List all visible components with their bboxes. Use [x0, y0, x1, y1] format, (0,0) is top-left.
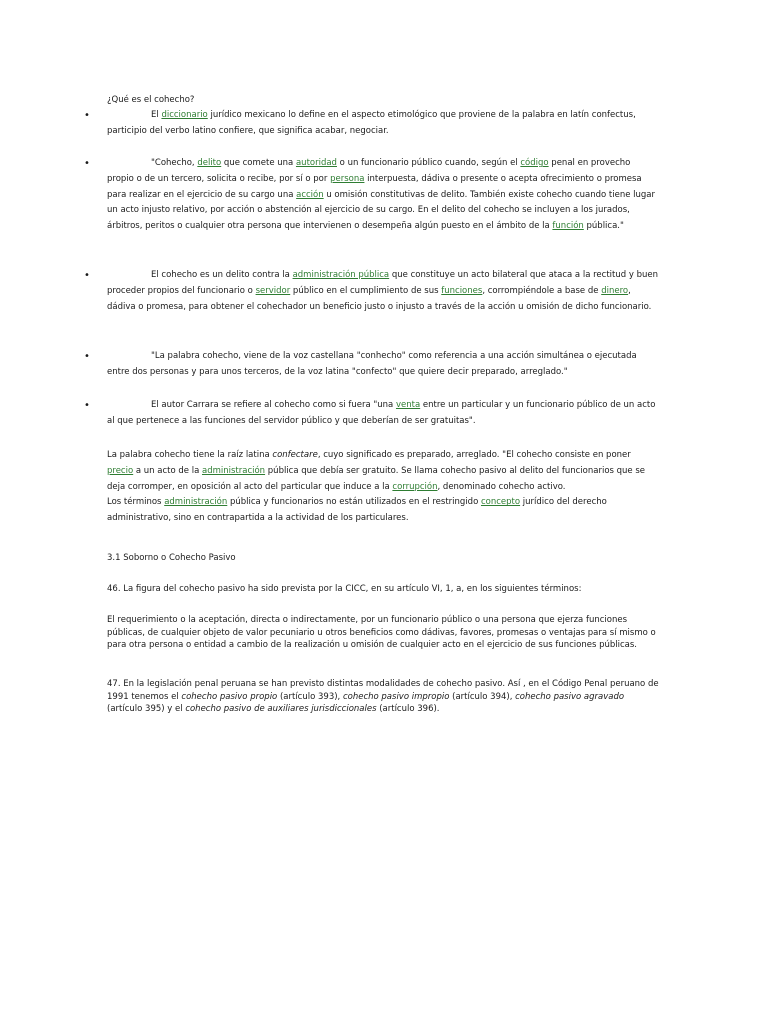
italic-term: cohecho pasivo de auxiliares jurisdiccionales — [185, 704, 377, 714]
italic-term: confectare — [272, 450, 318, 460]
bullet-item-4 — [107, 349, 659, 381]
bullet-item-1 — [107, 108, 659, 140]
text-run: pública y funcionarios no están utilizados en el restringido — [227, 497, 481, 508]
text-run: 47. En la legislación penal peruana se han previsto distintas modalidades de cohecho pasivo. Así , en el Código Penal peruano de 1991 tenemos el — [107, 679, 659, 702]
text-run: (artículo 394), — [449, 691, 516, 702]
text-run: pública que debía ser gratuito. Se llama cohecho pasivo al delito del funcionarios que se deja corromper, en oposición al acto del particular que induce a la — [107, 465, 646, 492]
link-autoridad[interactable]: autoridad — [295, 158, 337, 168]
text-run: pública." — [583, 221, 624, 232]
bullet-marker: • — [84, 351, 90, 362]
text-run: a un acto de la — [133, 465, 202, 476]
link-venta[interactable]: venta — [395, 400, 421, 410]
link-funciones[interactable]: funciones — [441, 285, 483, 296]
text-run: Los términos — [107, 497, 165, 508]
paragraph-47 — [107, 678, 659, 716]
text-run: El — [151, 110, 162, 120]
text-run: público en el cumplimiento de sus — [290, 285, 442, 296]
bullet-marker: • — [84, 400, 90, 411]
link-precio[interactable]: precio — [107, 465, 134, 476]
text-run: o un funcionario público cuando, según el — [336, 158, 521, 168]
text-run: , denominado cohecho activo. — [437, 481, 566, 492]
text-run: jurídico mexicano lo define en el aspecto etimológico que proviene de la palabra en latín confectus, participio del verbo latino confiere, que significa acabar, negociar. — [107, 110, 636, 136]
italic-term: cohecho pasivo propio — [181, 691, 278, 702]
text-run: "La palabra cohecho, viene de la voz castellana "conhecho" como referencia a una acción simultánea o ejecutada entre dos personas y para unos terceros, de la voz latina "confecto" que quiere decir preparado, arreglado." — [107, 351, 637, 377]
page-title: ¿Qué es el cohecho? — [107, 95, 195, 105]
italic-term: cohecho pasivo impropio — [342, 691, 450, 702]
text-run: u omisión constitutivas de delito. También existe cohecho cuando tiene lugar un acto injusto relativo, por acción o abstención al ejercicio de su cargo. En el delito del cohecho se incluyen a los jurados, árbitros, peritos o cualquier otra persona que intervienen o desempeña algún puesto en el ámbito de la — [107, 189, 655, 232]
section-heading: 3.1 Soborno o Cohecho Pasivo — [107, 553, 236, 563]
paragraph-raiz-latina — [107, 448, 659, 495]
link-codigo[interactable]: código — [520, 158, 549, 168]
text-run: El cohecho es un delito contra la — [151, 270, 293, 280]
text-run: jurídico del derecho administrativo, sino en contrapartida a la actividad de los particulares. — [107, 497, 607, 524]
link-servidor[interactable]: servidor — [255, 285, 291, 296]
italic-term: cohecho pasivo agravado — [515, 691, 625, 702]
text-run: (artículo 393), — [277, 691, 343, 702]
text-run: La palabra cohecho tiene la raíz latina — [107, 450, 273, 460]
paragraph-46: 46. La figura del cohecho pasivo ha sido prevista por la CICC, en su artículo VI, 1, a, en los siguientes términos: — [107, 584, 582, 594]
link-concepto[interactable]: concepto — [480, 497, 521, 508]
link-dinero[interactable]: dinero — [601, 285, 629, 296]
link-funcion[interactable]: función — [552, 221, 584, 232]
link-administracion[interactable]: administración — [201, 465, 266, 476]
link-corrupcion[interactable]: corrupción — [392, 481, 438, 492]
bullet-marker: • — [84, 110, 90, 121]
text-run: "Cohecho, — [151, 158, 198, 168]
text-run: (artículo 396). — [376, 704, 440, 714]
text-run: entre un particular y un funcionario público de un acto al que pertenece a las funciones del servidor público y que deberían de ser gratuitas". — [107, 400, 656, 426]
bullet-item-5 — [107, 398, 659, 430]
bullet-item-2 — [107, 156, 659, 235]
text-run: (artículo 395) y el — [107, 704, 186, 714]
paragraph-etymology — [107, 448, 659, 527]
link-persona[interactable]: persona — [330, 173, 365, 184]
bullet-marker: • — [84, 270, 90, 281]
text-run: , dádiva o promesa, para obtener el cohechador un beneficio justo o injusto a través de la acción u omisión de dicho funcionario. — [107, 285, 652, 312]
text-run: interpuesta, dádiva o presente o acepta ofrecimiento o promesa para realizar en el ejercicio de su cargo una — [107, 173, 642, 200]
link-accion[interactable]: acción — [296, 189, 324, 200]
link-administracion-publica[interactable]: administración pública — [292, 270, 390, 280]
bullet-item-3 — [107, 268, 659, 315]
link-administracion-2[interactable]: administración — [164, 497, 228, 508]
text-run: penal en provecho propio o de un tercero, solicita o recibe, por sí o por — [107, 158, 631, 184]
text-run: El autor Carrara se refiere al cohecho como si fuera "una — [151, 400, 396, 410]
quote-cicc: El requerimiento o la aceptación, directa o indirectamente, por un funcionario público o una persona que ejerza funciones públicas, de cualquier objeto de valor pecuniario u otros beneficios como dádivas, favores, promesas o ventajas para sí mismo o para otra persona o entidad a cambio de la realización u omisión de cualquier acto en el ejercicio de sus funciones públicas. — [107, 615, 656, 650]
link-diccionario[interactable]: diccionario — [161, 110, 208, 120]
bullet-marker: • — [84, 158, 90, 169]
text-run: , cuyo significado es preparado, arreglado. "El cohecho consiste en poner — [317, 450, 631, 460]
text-run: , corrompiéndole a base de — [482, 285, 602, 296]
text-run: que constituye un acto bilateral que ataca a la rectitud y buen proceder propios del funcionario o — [107, 270, 658, 296]
text-run: que comete una — [221, 158, 296, 168]
paragraph-terminos — [107, 495, 659, 527]
link-delito[interactable]: delito — [197, 158, 222, 168]
